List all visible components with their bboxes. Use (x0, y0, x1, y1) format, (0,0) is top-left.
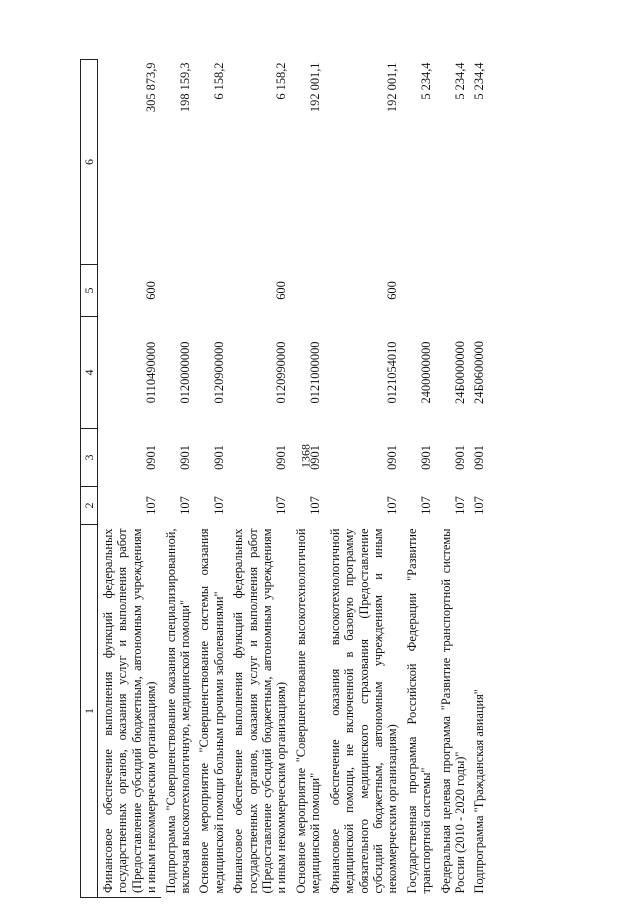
row-amount: 5 234,4 (452, 62, 467, 100)
row-name: Финансовое обеспечение оказания высокотехнологичной медицинской помощи, не включенной в базовую программу обязательного медицинского страхования (Предоставление субсидий бюджетным, автономным учреждениям и иным некоммерческим организациям) (327, 528, 400, 894)
row-code: 107 (178, 496, 193, 515)
row-type: 600 (144, 281, 159, 300)
row-type (161, 265, 195, 317)
row-section: 0901 (472, 445, 487, 470)
row-target: 0120900000 (211, 341, 226, 404)
row-name: Государственная программа Российской Федерации "Развитие транспортной системы" (404, 528, 434, 894)
row-section: 0901 (211, 445, 226, 470)
table-row (436, 60, 470, 898)
col-header-4: 4 (81, 317, 98, 429)
row-section: 0901 (308, 445, 323, 470)
row-section: 0901 (385, 445, 400, 470)
row-target: 24Б0600000 (472, 341, 487, 404)
row-section: 0901 (274, 445, 289, 470)
row-type (402, 265, 436, 317)
row-target: 0120990000 (274, 341, 289, 404)
row-code: 107 (274, 496, 289, 515)
table-row (98, 60, 161, 898)
row-type (291, 265, 325, 317)
row-target: 0120000000 (178, 341, 193, 404)
row-target: 0110490000 (144, 341, 159, 404)
row-name: Федеральная целевая программа "Развитие транспортной системы России (2010 - 2020 годы)" (438, 528, 467, 894)
row-name: Основное мероприятие "Совершенствование высокотехнологичной медицинской помощи" (293, 528, 323, 894)
row-amount: 305 873,9 (144, 62, 159, 113)
row-target: 2400000000 (419, 341, 434, 404)
header-row (81, 60, 98, 898)
row-target: 24Б0000000 (452, 341, 467, 404)
row-amount: 6 158,2 (211, 62, 226, 100)
table-row (291, 60, 325, 898)
budget-table-sheet (80, 60, 640, 898)
budget-table (80, 59, 489, 898)
row-section: 0901 (144, 445, 159, 470)
row-target: 0121000000 (308, 341, 323, 404)
col-header-5: 5 (81, 265, 98, 317)
table-row (325, 60, 402, 898)
row-type (469, 265, 488, 317)
row-amount: 5 234,4 (472, 62, 487, 100)
row-amount: 5 234,4 (419, 62, 434, 100)
table-row (194, 60, 228, 898)
col-header-2: 2 (81, 487, 98, 525)
col-header-6: 6 (81, 60, 98, 265)
row-amount: 192 001,1 (385, 62, 400, 113)
row-type (194, 265, 228, 317)
row-type (436, 265, 470, 317)
col-header-1: 1 (81, 525, 98, 898)
row-code: 107 (144, 496, 159, 515)
row-name: Подпрограмма "Совершенствование оказания специализированной, включая высокотехнологичную, медицинской помощи" (163, 528, 193, 894)
row-amount: 192 001,1 (308, 62, 323, 113)
row-type: 600 (274, 281, 289, 300)
row-section: 0901 (178, 445, 193, 470)
page-number: 1368 (298, 444, 313, 468)
row-code: 107 (452, 496, 467, 515)
row-type: 600 (385, 281, 400, 300)
row-name: Подпрограмма "Гражданская авиация" (472, 689, 487, 894)
row-amount: 198 159,3 (178, 62, 193, 113)
row-target: 0121054010 (385, 341, 400, 404)
table-row (228, 60, 291, 898)
row-section: 0901 (452, 445, 467, 470)
table-row (402, 60, 436, 898)
row-code: 107 (211, 496, 226, 515)
row-amount: 6 158,2 (274, 62, 289, 100)
row-name: Финансовое обеспечение выполнения функций федеральных государственных органов, оказания услуг и выполнения работ (Предоставление субсидий бюджетным, автономным учреждениям и иным некоммерческим организациям) (98, 525, 161, 898)
row-code: 107 (472, 496, 487, 515)
row-name: Финансовое обеспечение выполнения функций федеральных государственных органов, оказания услуг и выполнения работ (Предоставление субсидий бюджетным, автономным учреждениям и иным некоммерческим организациям) (231, 528, 289, 894)
col-header-3: 3 (81, 429, 98, 487)
row-code: 107 (385, 496, 400, 515)
row-section: 0901 (419, 445, 434, 470)
row-code: 107 (419, 496, 434, 515)
row-code: 107 (308, 496, 323, 515)
row-name: Основное мероприятие "Совершенствование системы оказания медицинской помощи больным прочими заболеваниями" (197, 528, 226, 894)
table-row (161, 60, 195, 898)
table-row (469, 60, 488, 898)
